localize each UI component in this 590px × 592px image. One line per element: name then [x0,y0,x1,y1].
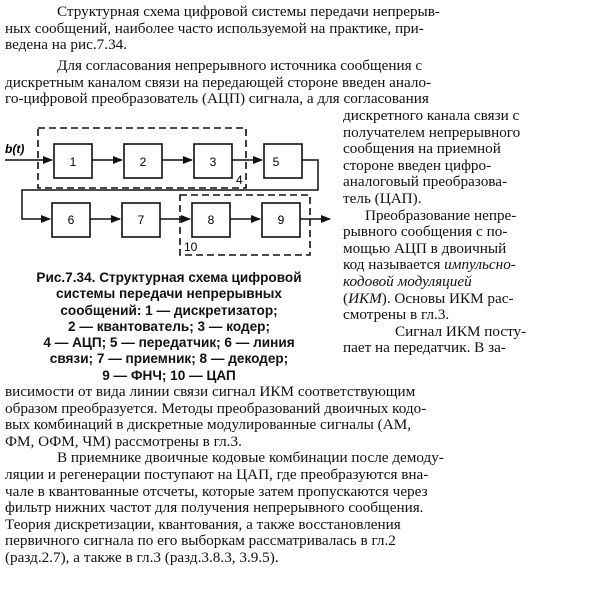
text-line: вых комбинаций в дискретные модулированные сигналы (АМ, [5,416,412,434]
caption-line: 4 — АЦП; 5 — передатчик; 6 — линия [43,335,295,351]
text-line: дискретного канала связи с [343,107,520,124]
caption-line: связи; 7 — приемник; 8 — декодер; [49,351,289,367]
text-line: (ИКМ). Основы ИКМ рас- [343,289,514,307]
text-line: (разд.2.7), а также в гл.3 (разд.3.8.3, 3.9.5). [5,548,279,566]
text-line: чале в квантованные отсчеты, которые затем пропускаются через [5,482,428,500]
text-line: сообщения на приемной [343,140,501,158]
text-line: пает на передатчик. В за- [343,339,506,357]
text-line: кодовой модуляцией [343,272,472,290]
text-line: В приемнике двоичные кодовые комбинации после демоду- [57,449,444,467]
caption-line: системы передачи непрерывных [56,286,282,302]
caption-line: сообщений: 1 — дискретизатор; [60,302,278,318]
svg-text:1: 1 [69,155,77,169]
text-line: Структурная схема цифровой системы передачи непрерыв- [57,3,440,20]
caption-line: 9 — ФНЧ; 10 — ЦАП [102,367,236,383]
svg-text:8: 8 [207,213,215,227]
svg-text:5: 5 [272,155,280,169]
caption-line: 2 — квантователь; 3 — кодер; [68,318,270,334]
svg-text:7: 7 [137,213,145,227]
svg-text:9: 9 [277,213,285,227]
svg-text:2: 2 [139,155,147,169]
text-line: дискретным каналом связи на передающей стороне введен анало- [5,73,432,91]
text-line: смотрены в гл.3. [343,306,450,324]
text-line: получателем непрерывного [343,123,521,141]
text-line: Для согласования непрерывного источника сообщения с [57,57,423,74]
text-line: го-цифровой преобразователь (АЦП) сигнала, а для согласования [5,90,429,108]
text-line: фильтр нижних частот для получения непрерывного сообщения. [5,499,424,517]
group-4-label: 4 [236,173,243,187]
text-line: стороне введен цифро- [343,156,492,174]
text-line: висимости от вида линии связи сигнал ИКМ соответствующим [5,383,416,400]
group-10-label: 10 [184,240,198,254]
input-signal-label: b(t) [5,142,25,156]
text-line: Сигнал ИКМ посту- [395,322,527,340]
text-line: образом преобразуется. Методы преобразований двоичных кодо- [5,399,427,417]
text-line: Преобразование непре- [365,206,517,224]
paragraph-intro [5,4,585,54]
text-line: ных сообщений, наиболее часто используемой на практике, при- [5,19,424,37]
block-5-transmitter [264,144,302,178]
text-line: ведена на рис.7.34. [5,36,128,54]
text-line: код называется импульсно- [343,256,516,274]
block-diagram [0,120,335,270]
svg-text:6: 6 [67,213,75,227]
text-line: Теория дискретизации, квантования, а также восстановления [5,515,401,533]
paragraph-adc [5,58,585,108]
paragraph-adc-right-column [343,108,587,357]
text-line: мощью АЦП в двоичный [343,239,507,257]
paragraph-pcm-continuation [5,384,585,567]
figure-caption [6,270,332,384]
text-line: первичного сигнала по его выборкам рассматривалась в гл.2 [5,532,396,550]
text-line: ляции и регенерации поступают на ЦАП, где преобразуются вна- [5,465,429,483]
text-line: рывного сообщения с по- [343,223,508,241]
text-line: аналоговый преобразова- [343,173,508,191]
caption-line: Рис.7.34. Структурная схема цифровой [36,270,302,285]
text-line: тель (ЦАП). [343,189,422,207]
text-line: ФМ, ОФМ, ЧМ) рассмотрены в гл.3. [5,432,242,450]
svg-text:3: 3 [209,155,217,169]
